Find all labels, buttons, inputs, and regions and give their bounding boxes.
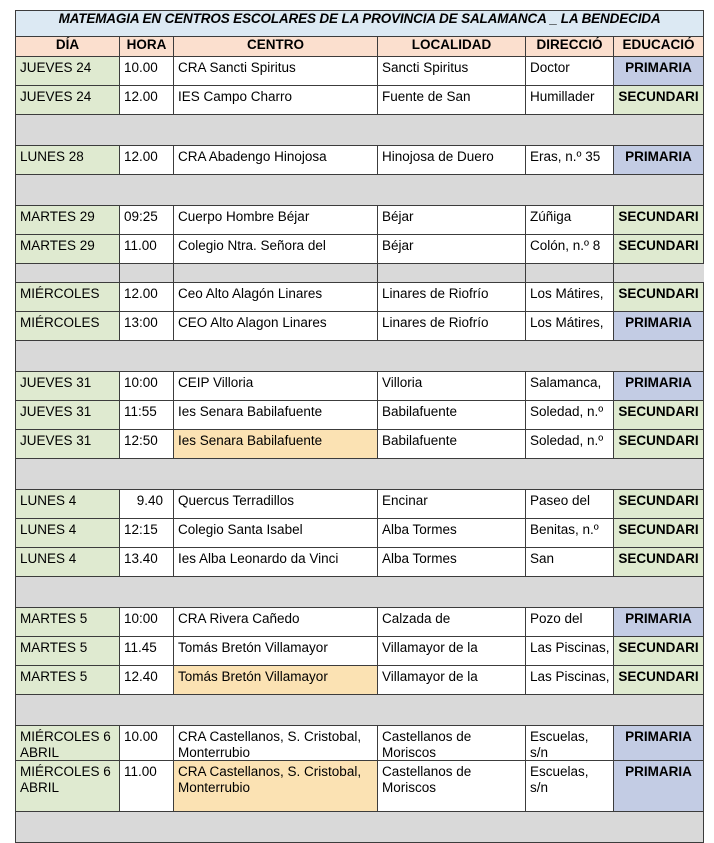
cell-dia[interactable]: LUNES 28	[16, 146, 120, 175]
spacer-cell	[120, 341, 174, 372]
spacer-cell	[120, 175, 174, 206]
header-row	[16, 37, 704, 57]
cell-educacion[interactable]: PRIMARIA	[614, 608, 704, 637]
cell-hora[interactable]: 12.00	[120, 146, 174, 175]
table-row[interactable]	[16, 146, 704, 175]
spacer-cell	[614, 695, 704, 726]
cell-direccion[interactable]: Pozo del	[526, 608, 614, 637]
cell-dia[interactable]: JUEVES 24	[16, 86, 120, 115]
cell-educacion[interactable]: PRIMARIA	[614, 57, 704, 86]
cell-localidad[interactable]: Sancti Spiritus	[378, 57, 526, 86]
cell-centro[interactable]: Colegio Santa Isabel	[174, 519, 378, 548]
cell-direccion[interactable]: Soledad, n.º	[526, 401, 614, 430]
cell-educacion[interactable]: SECUNDARI	[614, 548, 704, 577]
spacer-cell	[120, 577, 174, 608]
cell-localidad[interactable]: Linares de Riofrío	[378, 312, 526, 341]
spacer-row	[16, 341, 704, 372]
spacer-cell	[120, 695, 174, 726]
spacer-cell	[16, 341, 120, 372]
cell-direccion[interactable]: San	[526, 548, 614, 577]
cell-hora[interactable]: 12.00	[120, 86, 174, 115]
cell-educacion[interactable]: PRIMARIA	[614, 312, 704, 341]
cell-centro[interactable]: Colegio Ntra. Señora del	[174, 235, 378, 264]
cell-centro[interactable]: CRA Abadengo Hinojosa	[174, 146, 378, 175]
cell-hora[interactable]: 10.00	[120, 57, 174, 86]
spacer-cell	[16, 695, 120, 726]
spacer-cell	[378, 459, 526, 490]
cell-hora[interactable]: 11.00	[120, 761, 174, 812]
spacer-row	[16, 459, 704, 490]
cell-dia[interactable]: JUEVES 31	[16, 401, 120, 430]
spacer-cell	[614, 577, 704, 608]
cell-hora[interactable]: 12.40	[120, 666, 174, 695]
spacer-cell	[120, 264, 174, 283]
cell-centro[interactable]: IES Campo Charro	[174, 86, 378, 115]
column-header-centro[interactable]: CENTRO	[174, 37, 378, 57]
cell-hora[interactable]: 11:55	[120, 401, 174, 430]
column-header-educacion[interactable]: EDUCACIÓ	[614, 37, 704, 57]
spacer-cell	[526, 341, 614, 372]
cell-direccion[interactable]: Eras, n.º 35	[526, 146, 614, 175]
spacer-cell	[174, 115, 378, 146]
cell-hora[interactable]: 12:50	[120, 430, 174, 459]
cell-direccion[interactable]: Las Piscinas,	[526, 637, 614, 666]
cell-dia[interactable]: MIÉRCOLES 6 ABRIL	[16, 761, 120, 812]
table-row[interactable]	[16, 283, 704, 312]
spacer-cell	[378, 115, 526, 146]
spacer-cell	[526, 812, 614, 843]
table-row[interactable]	[16, 726, 704, 761]
table-row[interactable]	[16, 57, 704, 86]
cell-dia[interactable]: JUEVES 24	[16, 57, 120, 86]
cell-direccion[interactable]: Los Mátires,	[526, 312, 614, 341]
cell-dia[interactable]: MARTES 29	[16, 235, 120, 264]
spacer-cell	[614, 264, 704, 283]
cell-localidad[interactable]: Encinar	[378, 490, 526, 519]
cell-localidad[interactable]: Castellanos de Moriscos	[378, 726, 526, 761]
table-row[interactable]	[16, 761, 704, 812]
spacer-cell	[378, 341, 526, 372]
cell-dia[interactable]: JUEVES 31	[16, 430, 120, 459]
cell-dia[interactable]: MARTES 5	[16, 608, 120, 637]
spacer-cell	[120, 812, 174, 843]
cell-dia[interactable]: LUNES 4	[16, 490, 120, 519]
spacer-cell	[16, 115, 120, 146]
spacer-cell	[174, 695, 378, 726]
cell-centro[interactable]: Quercus Terradillos	[174, 490, 378, 519]
spacer-cell	[174, 577, 378, 608]
table-row[interactable]	[16, 312, 704, 341]
cell-hora[interactable]: 13:00	[120, 312, 174, 341]
spacer-cell	[378, 264, 526, 283]
spacer-row	[16, 695, 704, 726]
spacer-cell	[526, 264, 614, 283]
cell-educacion[interactable]: SECUNDARI	[614, 206, 704, 235]
cell-localidad[interactable]: Hinojosa de Duero	[378, 146, 526, 175]
table-row[interactable]	[16, 86, 704, 115]
cell-centro[interactable]: CRA Castellanos, S. Cristobal, Monterrubio	[174, 761, 378, 812]
cell-centro[interactable]: Cuerpo Hombre Béjar	[174, 206, 378, 235]
cell-localidad[interactable]: Villamayor de la	[378, 637, 526, 666]
cell-educacion[interactable]: PRIMARIA	[614, 761, 704, 812]
spacer-cell	[526, 175, 614, 206]
cell-localidad[interactable]: Calzada de	[378, 608, 526, 637]
spacer-cell	[378, 695, 526, 726]
cell-direccion[interactable]: Zúñiga	[526, 206, 614, 235]
cell-direccion[interactable]: Los Mátires,	[526, 283, 614, 312]
spacer-row	[16, 264, 704, 283]
cell-localidad[interactable]: Alba Tormes	[378, 519, 526, 548]
cell-centro[interactable]: Ies Senara Babilafuente	[174, 430, 378, 459]
cell-centro[interactable]: Tomás Bretón Villamayor	[174, 666, 378, 695]
cell-localidad[interactable]: Babilafuente	[378, 430, 526, 459]
table-row[interactable]	[16, 235, 704, 264]
cell-hora[interactable]: 11.45	[120, 637, 174, 666]
cell-direccion[interactable]: Escuelas, s/n	[526, 726, 614, 761]
title-row	[16, 11, 704, 37]
spacer-cell	[16, 812, 120, 843]
cell-localidad[interactable]: Fuente de San	[378, 86, 526, 115]
table-row[interactable]	[16, 519, 704, 548]
cell-educacion[interactable]: SECUNDARI	[614, 666, 704, 695]
table-row[interactable]	[16, 206, 704, 235]
cell-educacion[interactable]: SECUNDARI	[614, 430, 704, 459]
cell-centro[interactable]: CEIP Villoria	[174, 372, 378, 401]
cell-direccion[interactable]: Paseo del	[526, 490, 614, 519]
cell-dia[interactable]: MARTES 5	[16, 637, 120, 666]
cell-hora[interactable]: 10:00	[120, 372, 174, 401]
spacer-cell	[378, 812, 526, 843]
spacer-cell	[16, 577, 120, 608]
cell-localidad[interactable]: Castellanos de Moriscos	[378, 761, 526, 812]
table-row[interactable]	[16, 372, 704, 401]
cell-educacion[interactable]: SECUNDARI	[614, 86, 704, 115]
spacer-row	[16, 175, 704, 206]
cell-centro[interactable]: Ies Senara Babilafuente	[174, 401, 378, 430]
cell-hora[interactable]: 10.00	[120, 726, 174, 761]
cell-educacion[interactable]: SECUNDARI	[614, 401, 704, 430]
spacer-cell	[614, 812, 704, 843]
cell-direccion[interactable]: Humillader	[526, 86, 614, 115]
spacer-cell	[614, 341, 704, 372]
table-row[interactable]	[16, 490, 704, 519]
cell-centro[interactable]: CRA Castellanos, S. Cristobal, Monterrubio	[174, 726, 378, 761]
cell-hora[interactable]: 09:25	[120, 206, 174, 235]
spacer-cell	[378, 175, 526, 206]
cell-centro[interactable]: CEO Alto Alagon Linares	[174, 312, 378, 341]
spacer-cell	[16, 459, 120, 490]
cell-hora[interactable]: 12.00	[120, 283, 174, 312]
cell-hora[interactable]: 11.00	[120, 235, 174, 264]
cell-educacion[interactable]: SECUNDARI	[614, 235, 704, 264]
cell-educacion[interactable]: SECUNDARI	[614, 283, 704, 312]
column-header-localidad[interactable]: LOCALIDAD	[378, 37, 526, 57]
cell-educacion[interactable]: PRIMARIA	[614, 726, 704, 761]
cell-direccion[interactable]: Benitas, n.º	[526, 519, 614, 548]
cell-centro[interactable]: CRA Sancti Spiritus	[174, 57, 378, 86]
cell-direccion[interactable]: Escuelas, s/n	[526, 761, 614, 812]
spacer-cell	[174, 812, 378, 843]
cell-localidad[interactable]: Villoria	[378, 372, 526, 401]
cell-educacion[interactable]: SECUNDARI	[614, 637, 704, 666]
spacer-row	[16, 115, 704, 146]
spacer-cell	[378, 577, 526, 608]
spacer-cell	[16, 264, 120, 283]
cell-centro[interactable]: CRA Rivera Cañedo	[174, 608, 378, 637]
cell-direccion[interactable]: Salamanca,	[526, 372, 614, 401]
column-header-dia[interactable]: DÍA	[16, 37, 120, 57]
spacer-row	[16, 812, 704, 843]
cell-educacion[interactable]: PRIMARIA	[614, 372, 704, 401]
cell-localidad[interactable]: Alba Tormes	[378, 548, 526, 577]
cell-localidad[interactable]: Villamayor de la	[378, 666, 526, 695]
cell-direccion[interactable]: Soledad, n.º	[526, 430, 614, 459]
column-header-hora[interactable]: HORA	[120, 37, 174, 57]
spacer-cell	[120, 115, 174, 146]
spacer-cell	[526, 577, 614, 608]
cell-dia[interactable]: MARTES 29	[16, 206, 120, 235]
spacer-cell	[174, 175, 378, 206]
table-row[interactable]	[16, 637, 704, 666]
page-title: MATEMAGIA EN CENTROS ESCOLARES DE LA PROVINCIA DE SALAMANCA _ LA BENDECIDA	[16, 11, 704, 37]
cell-hora[interactable]: 12:15	[120, 519, 174, 548]
cell-dia[interactable]: MIÉRCOLES	[16, 283, 120, 312]
cell-hora[interactable]: 10:00	[120, 608, 174, 637]
cell-localidad[interactable]: Linares de Riofrío	[378, 283, 526, 312]
cell-dia[interactable]: LUNES 4	[16, 548, 120, 577]
cell-hora[interactable]: 9.40	[120, 490, 174, 519]
spacer-cell	[120, 459, 174, 490]
cell-centro[interactable]: Tomás Bretón Villamayor	[174, 637, 378, 666]
spacer-cell	[526, 459, 614, 490]
cell-dia[interactable]: JUEVES 31	[16, 372, 120, 401]
spacer-cell	[614, 175, 704, 206]
cell-hora[interactable]: 13.40	[120, 548, 174, 577]
spacer-cell	[174, 264, 378, 283]
table-row[interactable]	[16, 608, 704, 637]
spreadsheet-sheet	[15, 10, 703, 843]
table-row[interactable]	[16, 666, 704, 695]
table-row[interactable]	[16, 548, 704, 577]
spacer-cell	[526, 115, 614, 146]
spacer-cell	[614, 459, 704, 490]
cell-educacion[interactable]: SECUNDARI	[614, 490, 704, 519]
cell-dia[interactable]: LUNES 4	[16, 519, 120, 548]
spacer-cell	[174, 341, 378, 372]
table-row[interactable]	[16, 401, 704, 430]
schedule-table	[15, 10, 704, 843]
cell-dia[interactable]: MIÉRCOLES	[16, 312, 120, 341]
cell-localidad[interactable]: Babilafuente	[378, 401, 526, 430]
column-header-direccion[interactable]: DIRECCIÓ	[526, 37, 614, 57]
spacer-row	[16, 577, 704, 608]
table-row[interactable]	[16, 430, 704, 459]
cell-centro[interactable]: Ies Alba Leonardo da Vinci	[174, 548, 378, 577]
spacer-cell	[614, 115, 704, 146]
cell-educacion[interactable]: SECUNDARI	[614, 519, 704, 548]
cell-dia[interactable]: MARTES 5	[16, 666, 120, 695]
cell-educacion[interactable]: PRIMARIA	[614, 146, 704, 175]
spacer-cell	[16, 175, 120, 206]
spacer-cell	[526, 695, 614, 726]
cell-localidad[interactable]: Béjar	[378, 235, 526, 264]
spacer-cell	[174, 459, 378, 490]
cell-direccion[interactable]: Doctor	[526, 57, 614, 86]
cell-centro[interactable]: Ceo Alto Alagón Linares	[174, 283, 378, 312]
cell-direccion[interactable]: Colón, n.º 8	[526, 235, 614, 264]
cell-direccion[interactable]: Las Piscinas,	[526, 666, 614, 695]
cell-localidad[interactable]: Béjar	[378, 206, 526, 235]
cell-dia[interactable]: MIÉRCOLES 6 ABRIL	[16, 726, 120, 761]
